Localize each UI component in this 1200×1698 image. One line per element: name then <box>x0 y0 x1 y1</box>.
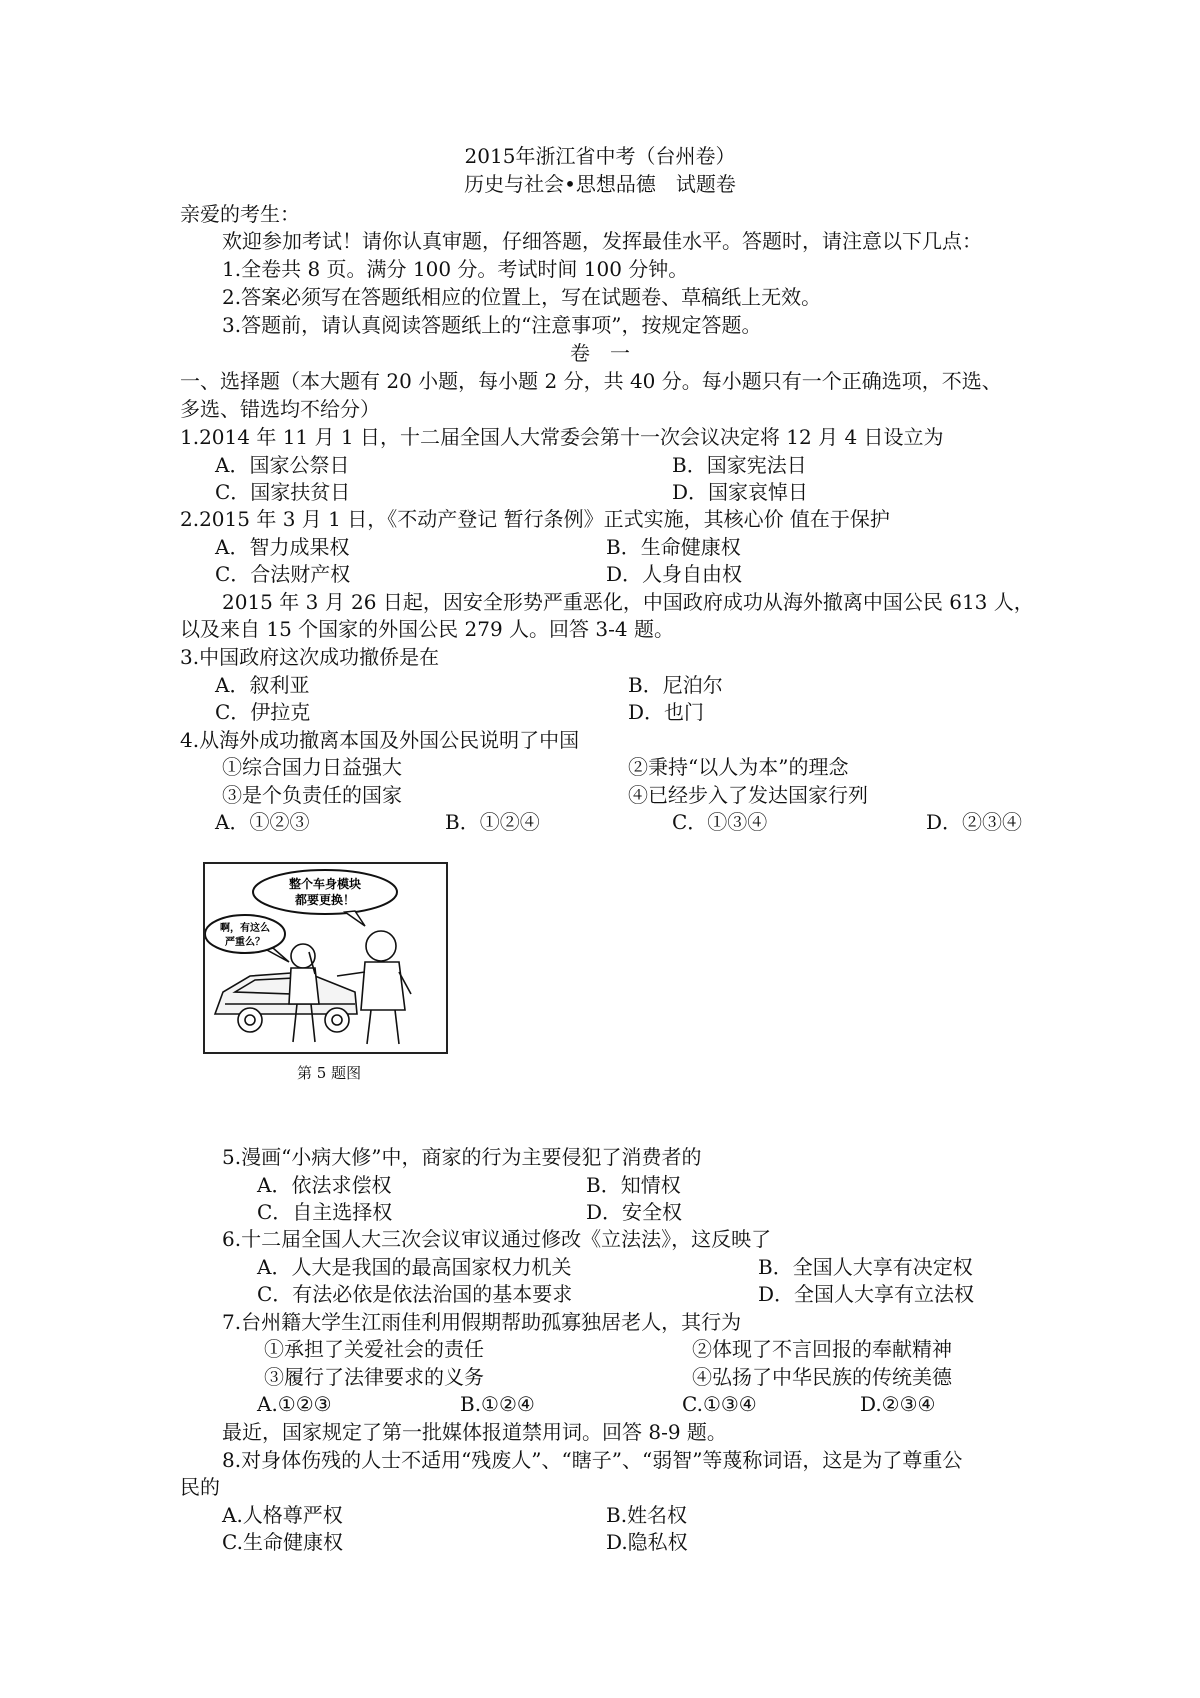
q2-option-d: D．人身自由权 <box>606 562 743 586</box>
q5-stem: 5.漫画“小病大修”中，商家的行为主要侵犯了消费者的 <box>222 1145 702 1169</box>
q3-option-d: D．也门 <box>628 700 705 724</box>
q4-option-b: B．①②④ <box>445 810 540 834</box>
q8-option-d: D.隐私权 <box>606 1530 688 1554</box>
q3-option-c: C．伊拉克 <box>215 700 311 724</box>
section-title: 卷 一 <box>570 341 630 365</box>
q4-option-a: A．①②③ <box>215 810 310 834</box>
greeting: 亲爱的考生： <box>180 202 300 226</box>
figure-caption: 第 5 题图 <box>297 1064 362 1082</box>
q4-item-3: ③是个负责任的国家 <box>222 783 402 807</box>
note-3: 3.答题前，请认真阅读答题纸上的“注意事项”，按规定答题。 <box>222 313 762 337</box>
q3-option-a: A．叙利亚 <box>215 673 310 697</box>
q7-option-c: C.①③④ <box>682 1392 757 1416</box>
bubble-large-line1: 整个车身模块 <box>288 877 362 891</box>
q4-item-4: ④已经步入了发达国家行列 <box>628 783 868 807</box>
q5-option-d: D．安全权 <box>586 1200 683 1224</box>
car-drawing <box>215 972 357 1032</box>
q7-option-d: D.②③④ <box>860 1392 936 1416</box>
q4-option-c: C．①③④ <box>672 810 768 834</box>
q8-stem-line2: 民的 <box>180 1475 220 1499</box>
bubble-large-line2: 都要更换！ <box>294 893 356 907</box>
q2-option-b: B．生命健康权 <box>606 535 741 559</box>
q7-item-3: ③履行了法律要求的义务 <box>264 1365 484 1389</box>
q1-option-c: C．国家扶贫日 <box>215 480 351 504</box>
q1-option-a: A．国家公祭日 <box>215 453 350 477</box>
passage-3-4-line1: 2015 年 3 月 26 日起，因安全形势严重恶化，中国政府成功从海外撤离中国公民 613 人， <box>222 590 1034 614</box>
cartoon-illustration <box>205 864 446 1052</box>
bubble-small-line2: 严重么？ <box>225 937 265 948</box>
note-1: 1.全卷共 8 页。满分 100 分。考试时间 100 分钟。 <box>222 257 689 281</box>
cartoon-figure <box>203 862 448 1054</box>
q3-option-b: B．尼泊尔 <box>628 673 723 697</box>
section-instructions-2: 多选、错选均不给分） <box>180 397 380 421</box>
q4-option-d: D．②③④ <box>926 810 1023 834</box>
q7-option-a: A.①②③ <box>257 1392 332 1416</box>
passage-8-9: 最近，国家规定了第一批媒体报道禁用词。回答 8-9 题。 <box>222 1420 727 1444</box>
q4-stem: 4.从海外成功撤离本国及外国公民说明了中国 <box>180 728 580 752</box>
q8-option-c: C.生命健康权 <box>222 1530 343 1554</box>
q3-stem: 3.中国政府这次成功撤侨是在 <box>180 645 440 669</box>
q6-option-d: D．全国人大享有立法权 <box>758 1282 975 1306</box>
q6-option-c: C．有法必依是依法治国的基本要求 <box>257 1282 573 1306</box>
customer-figure <box>289 944 319 1042</box>
bubble-small-line1: 啊，有这么 <box>220 923 270 934</box>
exam-subtitle: 历史与社会•思想品德 试题卷 <box>464 172 736 196</box>
q8-stem-line1: 8.对身体伤残的人士不适用“残废人”、“瞎子”、“弱智”等蔑称词语，这是为了尊重公 <box>222 1448 963 1472</box>
section-instructions-1: 一、选择题（本大题有 20 小题，每小题 2 分，共 40 分。每小题只有一个正确选项，不选、 <box>180 369 1002 393</box>
q5-option-a: A．依法求偿权 <box>257 1173 392 1197</box>
q4-item-2: ②秉持“以人为本”的理念 <box>628 755 849 779</box>
q8-option-b: B.姓名权 <box>606 1503 688 1527</box>
q1-option-b: B．国家宪法日 <box>672 453 807 477</box>
q6-stem: 6.十二届全国人大三次会议审议通过修改《立法法》，这反映了 <box>222 1227 772 1251</box>
q1-stem: 1.2014 年 11 月 1 日，十二届全国人大常委会第十一次会议决定将 12 月 4 日设立为 <box>180 425 944 449</box>
note-2: 2.答案必须写在答题纸相应的位置上，写在试题卷、草稿纸上无效。 <box>222 285 822 309</box>
q1-option-d: D．国家哀悼日 <box>672 480 809 504</box>
q8-option-a: A.人格尊严权 <box>222 1503 343 1527</box>
q2-option-a: A．智力成果权 <box>215 535 350 559</box>
q6-option-a: A．人大是我国的最高国家权力机关 <box>257 1255 572 1279</box>
q2-stem: 2.2015 年 3 月 1 日，《不动产登记 暂行条例》正式实施，其核心价 值在于保护 <box>180 507 890 531</box>
q7-option-b: B.①②④ <box>460 1392 535 1416</box>
q7-stem: 7.台州籍大学生江雨佳利用假期帮助孤寡独居老人，其行为 <box>222 1310 742 1334</box>
exam-title: 2015年浙江省中考（台州卷） <box>464 144 736 168</box>
passage-3-4-line2: 以及来自 15 个国家的外国公民 279 人。回答 3-4 题。 <box>180 617 674 641</box>
mechanic-figure <box>337 931 411 1044</box>
q7-item-4: ④弘扬了中华民族的传统美德 <box>692 1365 952 1389</box>
q5-option-c: C．自主选择权 <box>257 1200 393 1224</box>
q2-option-c: C．合法财产权 <box>215 562 351 586</box>
q7-item-1: ①承担了关爱社会的责任 <box>264 1337 484 1361</box>
q7-item-2: ②体现了不言回报的奉献精神 <box>692 1337 952 1361</box>
welcome-text: 欢迎参加考试！请你认真审题，仔细答题，发挥最佳水平。答题时，请注意以下几点： <box>222 229 982 253</box>
q6-option-b: B．全国人大享有决定权 <box>758 1255 973 1279</box>
q4-item-1: ①综合国力日益强大 <box>222 755 402 779</box>
q5-option-b: B．知情权 <box>586 1173 681 1197</box>
